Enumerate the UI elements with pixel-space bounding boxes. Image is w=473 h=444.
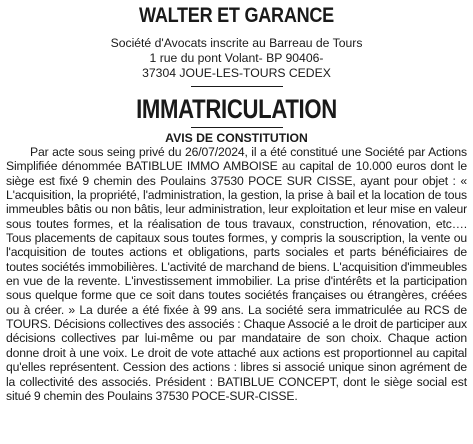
notice-heading: AVIS DE CONSTITUTION: [165, 131, 308, 145]
firm-address: [6, 36, 467, 81]
divider-section: [191, 127, 283, 128]
divider-top: [191, 86, 283, 87]
section-title: IMMATRICULATION: [136, 94, 337, 124]
notice-body: Par acte sous seing privé du 26/07/2024, il a été constitué une Société par Actions Simplifiée dénommée BATIBLUE IMMO AMBOISE au capital de 10.000 euros dont le siège est fixé 9 chemin des Poulains 37530 POCE SUR CISSE, ayant pour objet : « L'acquisition, la propriété, l'administration, la gestion, la prise à bail et la location de tous immeubles bâtis ou non bâtis, leur administration, leur exploitation et leur mise en valeur sous toutes formes, et la réalisation de tous travaux, construction, rénovation, etc…. Tous placements de capitaux sous toutes formes, y compris la souscription, la vente ou l'acquisition de toutes actions et obligations, parts sociales et parts bénéficiaires de toutes sociétés immobilières. L'activité de marchand de biens. L'acquisition d'immeubles en vue de la revente. L'investissement immobilier. La prise d'intérêts et la participation sous quelque forme que ce soit dans toutes sociétés françaises ou étrangères, créées ou à créer. » La durée a été fixée à 99 ans. La société sera immatriculée au RCS de TOURS. Décisions collectives des associés : Chaque Associé a le droit de participer aux décisions collectives par lui-même ou par mandataire de son choix. Chaque action donne droit à une voix. Le droit de vote attaché aux actions est proportionnel au capital qu'elles représentent. Cession des actions : libres si associé unique sinon agrément de la collectivité des associés. Président : BATIBLUE CONCEPT, dont le siège social est situé 9 chemin des Poulains 37530 POCE-SUR-CISSE.: [6, 145, 467, 403]
firm-address-line-3: 37304 JOUE-LES-TOURS CEDEX: [142, 66, 331, 80]
firm-address-line-1: Société d'Avocats inscrite au Barreau de Tours: [110, 36, 363, 50]
firm-name: WALTER ET GARANCE: [139, 4, 334, 27]
firm-address-line-2: 1 rue du pont Volant- BP 90406-: [149, 51, 324, 65]
